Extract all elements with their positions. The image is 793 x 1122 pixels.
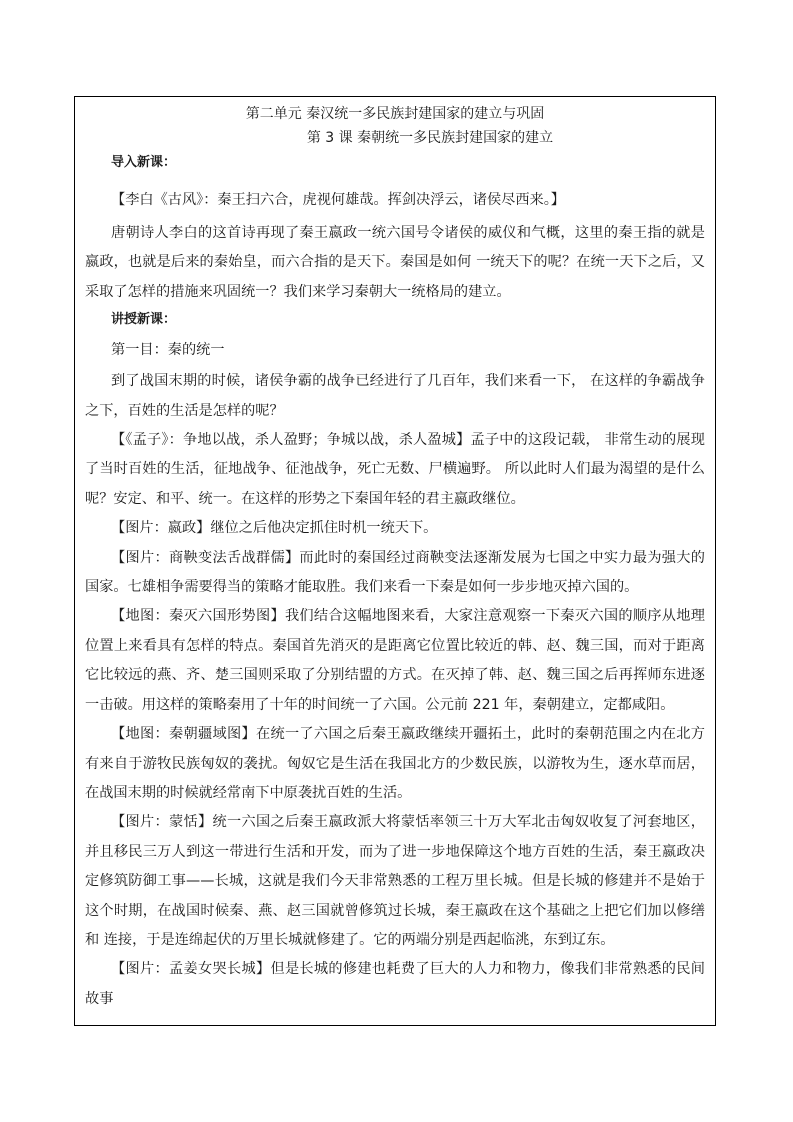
lesson-content	[75, 97, 715, 1014]
paragraph-2: 【《孟子》：争地以战，杀人盈野；争城以战，杀人盈城】孟子中的这段记载， 非常生动的展现了当时百姓的生活，征地战争、征池战争，死亡无数、尸横遍野。 所以此时人们最为渴望的是什么呢？安定、和平、统一。在这样的形势之下秦国年轻的君主嬴政继位。	[85, 432, 705, 507]
lesson-plan-frame	[74, 96, 716, 1026]
paragraph-1: 到了战国末期的时候，诸侯争霸的战争已经进行了几百年，我们来看一下， 在这样的争霸战争之下，百姓的生活是怎样的呢？	[85, 373, 705, 419]
intro-label: 导入新课：	[111, 155, 177, 170]
paragraph-8: 【图片：孟姜女哭长城】但是长城的修建也耗费了巨大的人力和物力，像我们非常熟悉的民间故事	[85, 961, 705, 1007]
lecture-label: 讲授新课：	[111, 312, 177, 328]
paragraph-4: 【图片：商鞅变法舌战群儒】而此时的秦国经过商鞅变法逐渐发展为七国之中实力最为强大的国家。七雄相争需要得当的策略才能取胜。我们来看一下秦是如何一步步地灭掉六国的。	[85, 549, 705, 596]
paragraph-3: 【图片：嬴政】继位之后他决定抓住时机一统天下。	[111, 520, 438, 537]
section1-heading: 第一目：秦的统一	[111, 342, 225, 359]
unit-title: 第二单元 秦汉统一多民族封建国家的建立与巩固	[245, 106, 545, 122]
paragraph-7: 【图片：蒙恬】统一六国之后秦王嬴政派大将蒙恬率领三十万大军北击匈奴收复了河套地区，并且移民三万人到这一带进行生活和开发，而为了进一步地保障这个地方百姓的生活，秦王嬴政决定修筑防御工事——长城，这就是我们今天非常熟悉的工程万里长城。但是长城的修建并不是始于这个时期，在战国时候秦、燕、赵三国就曾修筑过长城，秦王嬴政在这个基础之上把它们加以修缮和 连接，于是连绵起伏的万里长城就修建了。它的两端分别是西起临洮，东到辽东。	[85, 814, 705, 948]
intro-quote: 【李白《古风》：秦王扫六合，虎视何雄哉。挥剑决浮云，诸侯尽西来。】	[111, 192, 565, 208]
paragraph-6: 【地图：秦朝疆域图】在统一了六国之后秦王嬴政继续开疆拓土，此时的秦朝范围之内在北方有来自于游牧民族匈奴的袭扰。匈奴它是生活在我国北方的少数民族，以游牧为生，逐水草而居，在战国末期的时候就经常南下中原袭扰百姓的生活。	[85, 726, 705, 801]
paragraph-5: 【地图：秦灭六国形势图】我们结合这幅地图来看，大家注意观察一下秦灭六国的顺序从地理位置上来看具有怎样的特点。秦国首先消灭的是距离它位置比较近的韩、赵、魏三国，而对于距离它比较远的燕、齐、楚三国则采取了分别结盟的方式。在灭掉了韩、赵、魏三国之后再挥师东进逐一击破。用这样的策略秦用了十年的时间统一了六国。公元前 221 年，秦朝建立，定都咸阳。	[85, 608, 705, 713]
intro-paragraph: 唐朝诗人李白的这首诗再现了秦王嬴政一统六国号令诸侯的威仪和气概，这里的秦王指的就是嬴政，也就是后来的秦始皇，而六合指的是天下。秦国是如何 一统天下的呢？在统一天下之后，又采取了怎样的措施来巩固统一？我们来学习秦朝大一统格局的建立。	[85, 225, 705, 300]
lesson-title: 第 3 课 秦朝统一多民族封建国家的建立	[306, 130, 554, 146]
